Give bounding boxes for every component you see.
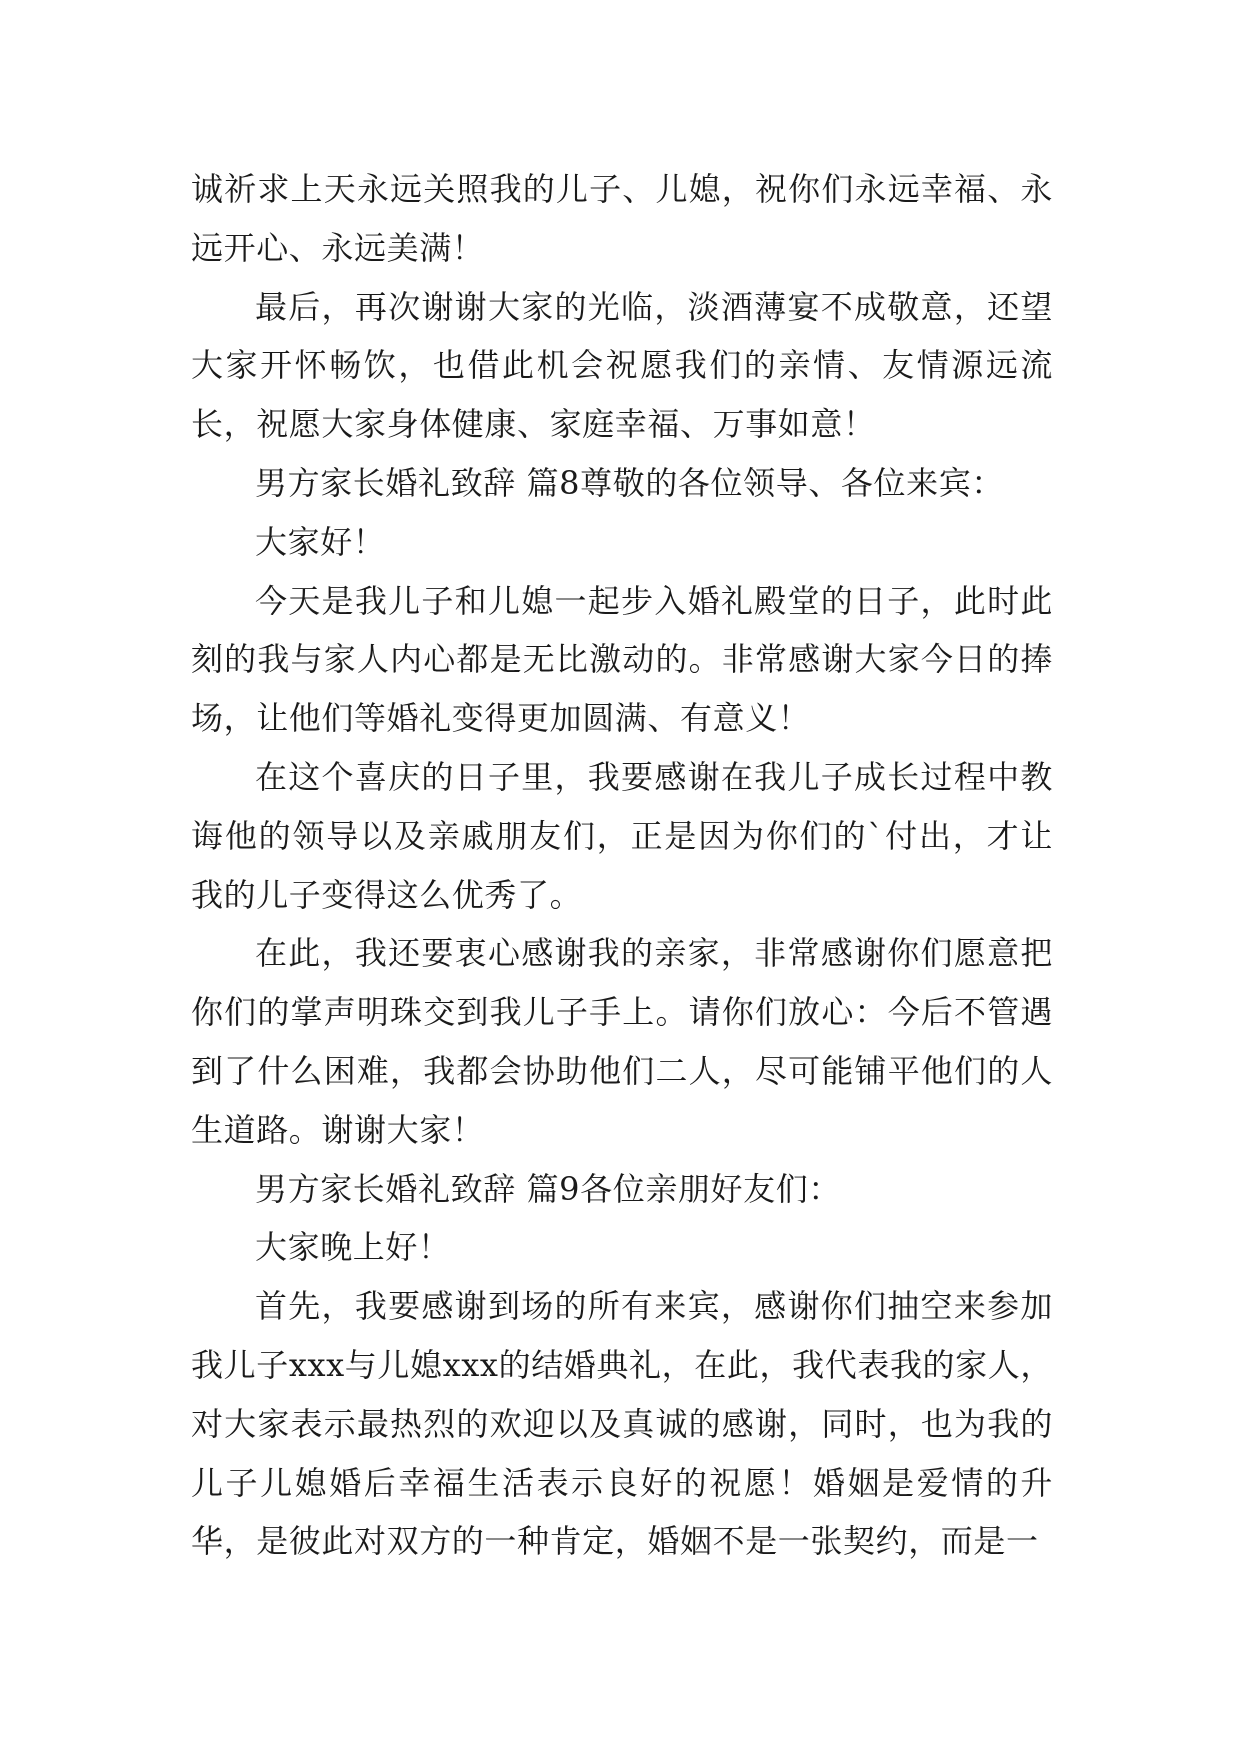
document-body — [191, 160, 1053, 1571]
section-heading-9: 男方家长婚礼致辞 篇9各位亲朋好友们： — [255, 1169, 841, 1208]
paragraph-7: 在此，我还要衷心感谢我的亲家，非常感谢你们愿意把你们的掌声明珠交到我儿子手上。请你们放心：今后不管遇到了什么困难，我都会协助他们二人，尽可能铺平他们的人生道路。谢谢大家！ — [191, 934, 1053, 1149]
section-heading-8: 男方家长婚礼致辞 篇8尊敬的各位领导、各位来宾： — [255, 463, 1004, 502]
greeting-8: 大家好！ — [255, 522, 386, 561]
paragraph-1: 诚祈求上天永远关照我的儿子、儿媳，祝你们永远幸福、永远开心、永远美满！ — [191, 170, 1053, 267]
paragraph-2: 最后，再次谢谢大家的光临，淡酒薄宴不成敬意，还望大家开怀畅饮，也借此机会祝愿我们的亲情、友情源远流长，祝愿大家身体健康、家庭幸福、万事如意！ — [191, 287, 1053, 444]
paragraph-6: 在这个喜庆的日子里，我要感谢在我儿子成长过程中教诲他的领导以及亲戚朋友们，正是因为你们的`付出，才让我的儿子变得这么优秀了。 — [191, 757, 1053, 914]
paragraph-10: 首先，我要感谢到场的所有来宾，感谢你们抽空来参加我儿子xxx与儿媳xxx的结婚典礼，在此，我代表我的家人，对大家表示最热烈的欢迎以及真诚的感谢，同时，也为我的儿子儿媳婚后幸福生活表示良好的祝愿！婚姻是爱情的升华，是彼此对双方的一种肯定，婚姻不是一张契约，而是一 — [191, 1287, 1053, 1561]
paragraph-5: 今天是我儿子和儿媳一起步入婚礼殿堂的日子，此时此刻的我与家人内心都是无比激动的。非常感谢大家今日的捧场，让他们等婚礼变得更加圆满、有意义！ — [191, 581, 1053, 738]
greeting-9: 大家晚上好！ — [255, 1228, 451, 1267]
